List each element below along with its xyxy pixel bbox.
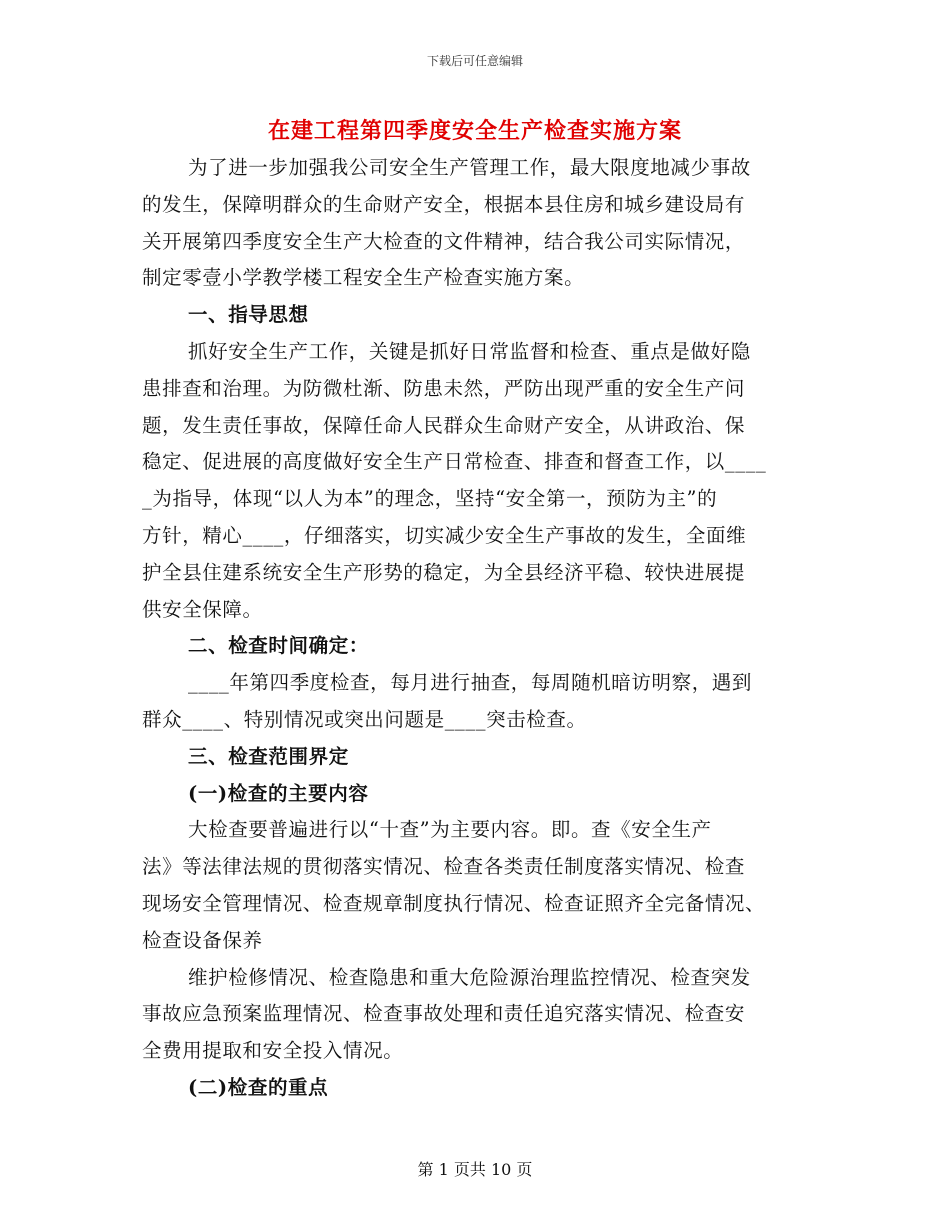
paragraph-line: 抓好安全生产工作，关键是抓好日常监督和检查、重点是做好隐: [188, 339, 751, 363]
paragraph-line: 稳定、促进展的高度做好安全生产日常检查、排查和督查工作，以____: [142, 450, 767, 474]
paragraph-line: 法》等法律法规的贯彻落实情况、检查各类责任制度落实情况、检查: [142, 855, 746, 879]
paragraph-line: 护全县住建系统安全生产形势的稳定，为全县经济平稳、较快进展提: [142, 560, 746, 584]
page-number: 第 1 页共 10 页: [417, 1160, 533, 1179]
section-heading: (一)检查的主要内容: [188, 781, 369, 805]
section-heading: 一、指导思想: [188, 303, 309, 327]
document-body: [142, 150, 808, 1107]
paragraph-line: 现场安全管理情况、检查规章制度执行情况、检查证照齐全完备情况、: [142, 891, 766, 915]
paragraph-line: 制定零壹小学教学楼工程安全生产检查实施方案。: [142, 266, 585, 290]
paragraph-line: 方针，精心____，仔细落实，切实减少安全生产事故的发生，全面维: [142, 523, 747, 547]
paragraph-line: 大检查要普遍进行以“十查”为主要内容。即。查《安全生产: [188, 818, 712, 842]
paragraph-line: 维护检修情况、检查隐患和重大危险源治理监控情况、检查突发: [188, 965, 751, 989]
paragraph-line: ____年第四季度检查，每月进行抽查，每周随机暗访明察，遇到: [188, 671, 753, 695]
paragraph-line: 患排查和治理。为防微杜渐、防患未然，严防出现严重的安全生产问: [142, 376, 746, 400]
paragraph-line: 关开展第四季度安全生产大检查的文件精神，结合我公司实际情况，: [142, 229, 746, 253]
paragraph-line: 检查设备保养: [142, 928, 263, 952]
paragraph-line: _为指导，体现“以人为本”的理念，坚持“安全第一，预防为主”的: [142, 487, 718, 511]
section-heading: 二、检查时间确定：: [188, 634, 369, 658]
paragraph-line: 供安全保障。: [142, 597, 263, 621]
paragraph-line: 题，发生责任事故，保障任命人民群众生命财产安全，从讲政治、保: [142, 413, 746, 437]
paragraph-line: 事故应急预案监理情况、检查事故处理和责任追究落实情况、检查安: [142, 1002, 746, 1026]
paragraph-line: 的发生，保障明群众的生命财产安全，根据本县住房和城乡建设局有: [142, 192, 746, 216]
page-header-note: 下载后可任意编辑: [426, 54, 523, 68]
document-title: 在建工程第四季度安全生产检查实施方案: [267, 118, 682, 144]
section-heading: 三、检查范围界定: [188, 744, 349, 768]
paragraph-line: 群众____、特别情况或突出问题是____突击检查。: [142, 707, 587, 731]
paragraph-line: 全费用提取和安全投入情况。: [142, 1039, 404, 1063]
section-heading: (二)检查的重点: [188, 1075, 329, 1099]
paragraph-line: 为了进一步加强我公司安全生产管理工作，最大限度地减少事故: [188, 156, 751, 179]
